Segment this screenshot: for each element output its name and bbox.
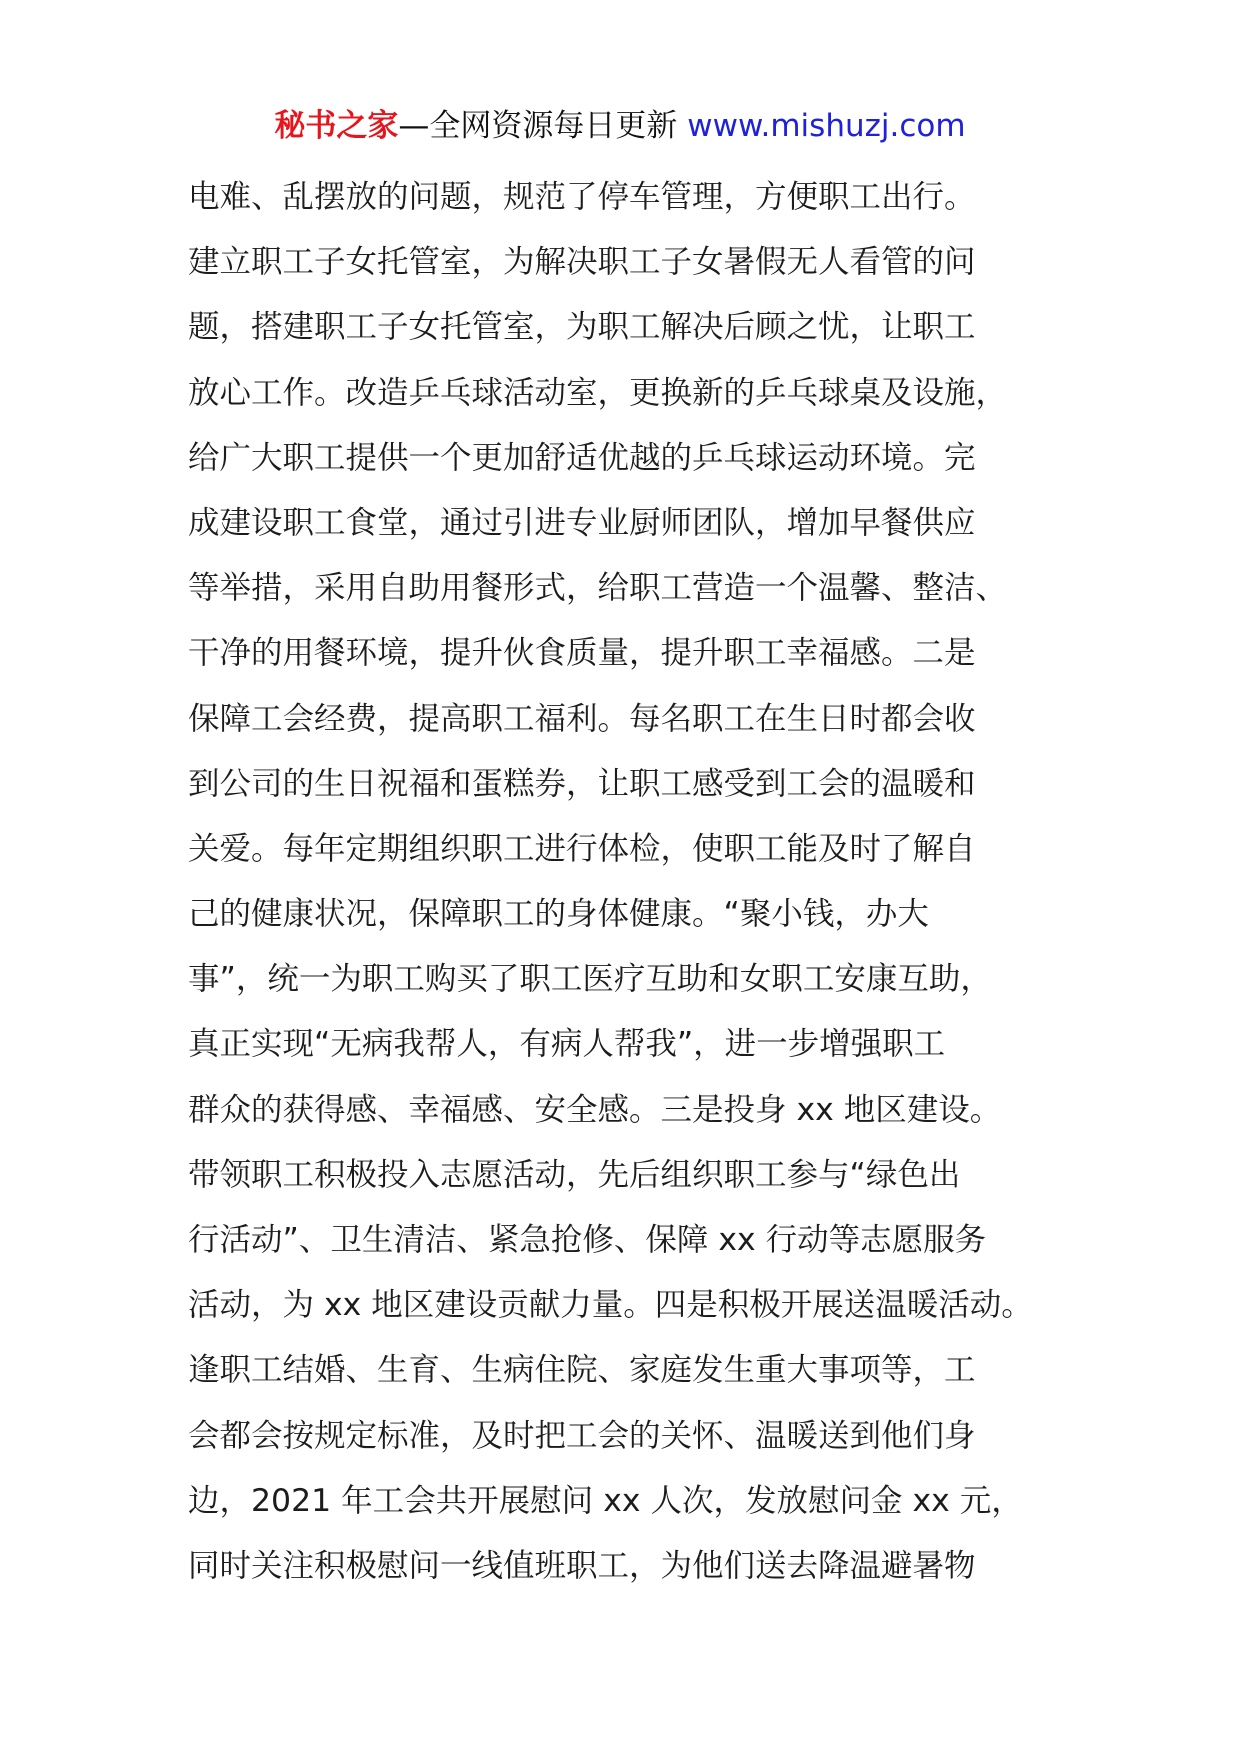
text-line: 活动，为 xx 地区建设贡献力量。四是积极开展送温暖活动。 bbox=[188, 1287, 1033, 1324]
text-line: 放心工作。改造乒乓球活动室，更换新的乒乓球桌及设施， bbox=[188, 374, 1008, 411]
site-url-link[interactable]: www.mishuzj.com bbox=[687, 108, 966, 144]
text-line: 事”，统一为职工购买了职工医疗互助和女职工安康互助， bbox=[188, 961, 992, 998]
text-line: 电难、乱摆放的问题，规范了停车管理，方便职工出行。 bbox=[188, 179, 976, 215]
text-line: 给广大职工提供一个更加舒适优越的乒乓球运动环境。完 bbox=[188, 439, 976, 476]
page-header bbox=[0, 104, 1240, 148]
text-line: 行活动”、卫生清洁、紧急抢修、保障 xx 行动等志愿服务 bbox=[188, 1222, 987, 1258]
text-line: 同时关注积极慰问一线值班职工，为他们送去降温避暑物 bbox=[188, 1547, 976, 1584]
text-line: 逢职工结婚、生育、生病住院、家庭发生重大事项等，工 bbox=[188, 1352, 976, 1389]
text-line: 成建设职工食堂，通过引进专业厨师团队，增加早餐供应 bbox=[188, 504, 976, 541]
text-line: 边，2021 年工会共开展慰问 xx 人次，发放慰问金 xx 元， bbox=[188, 1482, 1023, 1519]
text-line: 真正实现“无病我帮人，有病人帮我”，进一步增强职工 bbox=[188, 1026, 946, 1063]
text-line: 己的健康状况，保障职工的身体健康。“聚小钱，办大 bbox=[188, 896, 929, 933]
text-line: 群众的获得感、幸福感、安全感。三是投身 xx 地区建设。 bbox=[188, 1091, 1002, 1128]
body-text bbox=[188, 165, 1068, 1599]
text-line: 到公司的生日祝福和蛋糕券，让职工感受到工会的温暖和 bbox=[188, 765, 976, 802]
text-line: 关爱。每年定期组织职工进行体检，使职工能及时了解自 bbox=[188, 830, 976, 867]
brand-name: 秘书之家 bbox=[274, 108, 399, 144]
text-line: 等举措，采用自助用餐形式，给职工营造一个温馨、整洁、 bbox=[188, 570, 1008, 607]
text-line: 保障工会经费，提高职工福利。每名职工在生日时都会收 bbox=[188, 700, 976, 737]
header-slogan: —全网资源每日更新 bbox=[398, 108, 678, 144]
text-line: 干净的用餐环境，提升伙食质量，提升职工幸福感。二是 bbox=[188, 635, 976, 672]
text-line: 建立职工子女托管室，为解决职工子女暑假无人看管的问 bbox=[188, 244, 976, 281]
text-line: 带领职工积极投入志愿活动，先后组织职工参与“绿色出 bbox=[188, 1156, 961, 1193]
text-line: 会都会按规定标准，及时把工会的关怀、温暖送到他们身 bbox=[188, 1417, 976, 1454]
text-line: 题，搭建职工子女托管室，为职工解决后顾之忧，让职工 bbox=[188, 309, 976, 346]
